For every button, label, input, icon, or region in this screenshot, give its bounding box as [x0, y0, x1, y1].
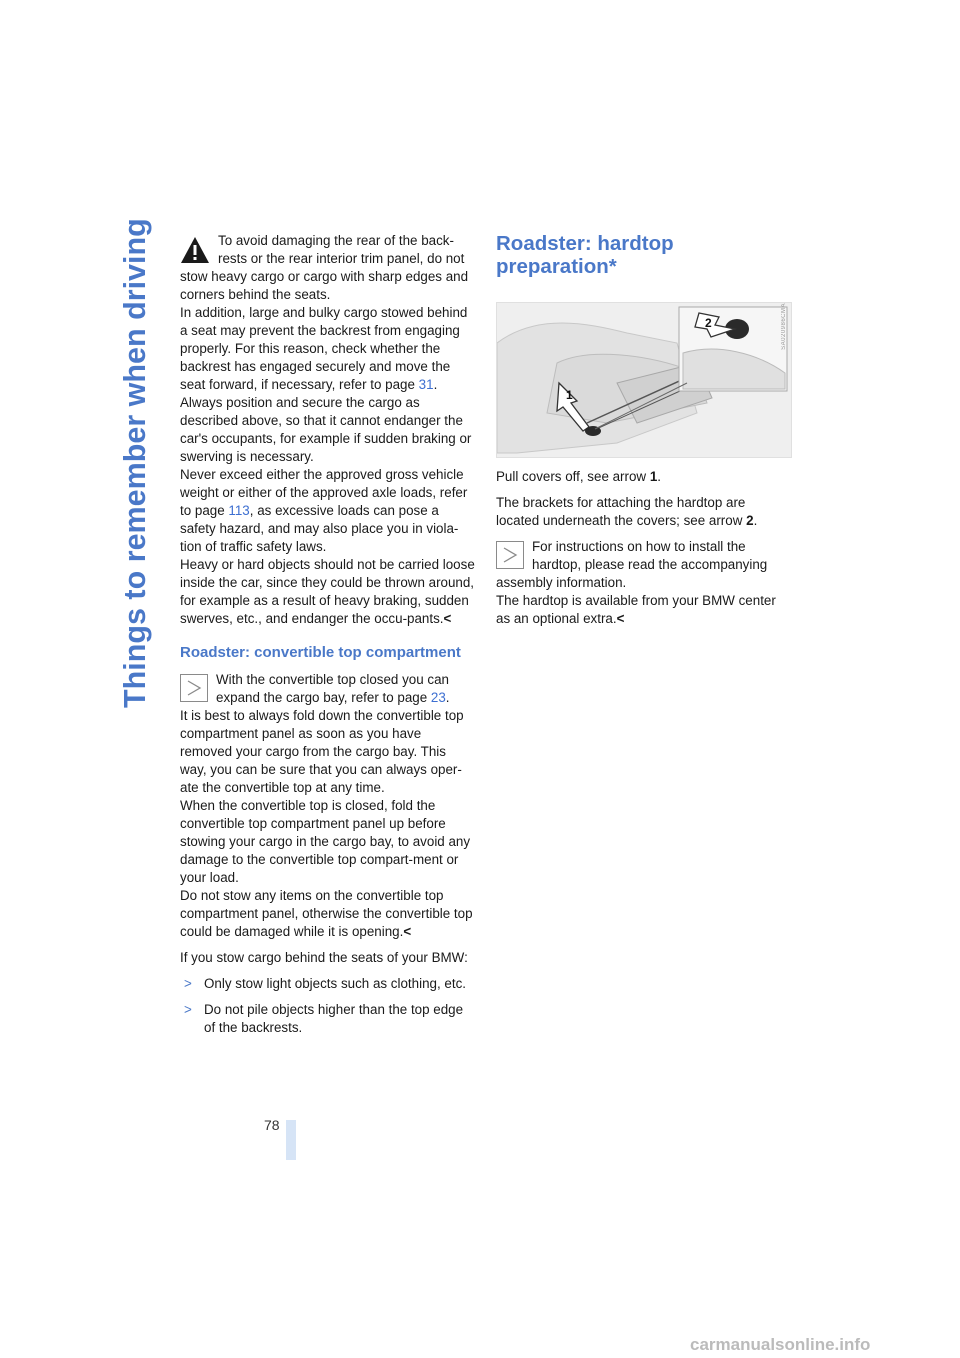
page-link-31[interactable]: 31 [418, 377, 434, 392]
hardtop-illustration [497, 303, 791, 457]
hardtop-note-text-2: The hardtop is available from your BMW center as an optional extra. [496, 593, 776, 626]
warning-paragraph-4: Never exceed either the approved gross vehicle weight or either of the approved axle loads, refer to page [180, 467, 468, 518]
watermark: carmanualsonline.info [690, 1335, 871, 1354]
note-arrow-icon [496, 541, 524, 569]
end-mark: < [403, 924, 412, 939]
bullet-text: Do not pile objects higher than the top edge of the backrests. [204, 1002, 464, 1035]
warning-triangle-icon [180, 235, 210, 265]
section-heading-hardtop: Roadster: hardtop preparation* [496, 232, 674, 278]
instruction-text: Pull covers off, see arrow [496, 469, 650, 484]
hardtop-note-text-1: For instructions on how to install the hardtop, please read the accompanying assembly information. [496, 539, 768, 590]
bullet-marker: > [184, 1002, 192, 1017]
note-text-1: With the convertible top closed you can expand the cargo bay, refer to page [216, 672, 449, 705]
figure-code: SA020986CMA [781, 303, 787, 350]
warning-paragraph-5: Heavy or hard objects should not be carried loose inside the car, since they could be thrown around, for example as a result of heavy braking, sudden swerves, etc., and endanger the occu-pants. [180, 557, 475, 626]
page-number: 78 [264, 1117, 280, 1133]
bullet-marker: > [184, 976, 192, 991]
instruction-text: The brackets for attaching the hardtop are located underneath the covers; see arrow [496, 495, 747, 528]
side-chapter-title-container [116, 218, 156, 708]
end-mark: < [616, 611, 625, 626]
page-number-bar [286, 1120, 296, 1160]
page-link-113[interactable]: 113 [228, 503, 250, 518]
side-chapter-title: Things to remember when driving [118, 218, 152, 708]
right-column [496, 232, 792, 636]
warning-paragraph-2: In addition, large and bulky cargo stowed behind a seat may prevent the backrest from engaging properly. For this reason, check whether the backrest has engaged securely and move the seat forward, if necessary, refer to page [180, 305, 468, 392]
bullet-text: Only stow light objects such as clothing, etc. [204, 976, 466, 991]
note-paragraph-3: When the convertible top is closed, fold the convertible top compartment panel up before stowing your cargo in the cargo bay, to avoid any damage to the convertible top compart-ment or your load. [180, 798, 471, 885]
instruction-brackets [496, 494, 792, 530]
hardtop-figure [496, 302, 792, 458]
left-column [180, 232, 475, 1045]
instruction-end: . [753, 513, 758, 528]
note-arrow-icon [180, 674, 208, 702]
page-link-23[interactable]: 23 [430, 690, 446, 705]
hardtop-note-block [496, 538, 792, 628]
warning-line-2: rests or the rear interior trim panel, do not stow heavy cargo or cargo with sharp edges and corners behind the seats. [180, 251, 469, 302]
figure-label-2: 2 [705, 316, 712, 330]
note-paragraph-4: Do not stow any items on the convertible top compartment panel, otherwise the convertible top could be damaged while it is opening. [180, 888, 473, 939]
note-block [180, 671, 475, 941]
subheading-convertible-top: Roadster: convertible top compartment [180, 644, 461, 661]
list-item [180, 975, 475, 993]
note-text-1-end: . [445, 690, 450, 705]
arrow-ref-2: 2 [746, 513, 754, 528]
arrow-ref-1: 1 [649, 469, 658, 484]
warning-paragraph-4-end: , as excessive loads can pose a safety hazard, and may also place you in viola-tion of traffic safety laws. [180, 503, 459, 554]
warning-line-1: To avoid damaging the rear of the back- [218, 233, 454, 248]
stow-intro: If you stow cargo behind the seats of your BMW: [180, 950, 468, 965]
note-paragraph-2: It is best to always fold down the convertible top compartment panel as soon as you have removed your cargo from the cargo bay. This way, you can be sure that you can always oper-ate the convertible top at any time. [180, 708, 464, 795]
figure-label-1: 1 [566, 388, 573, 402]
end-mark: < [443, 611, 452, 626]
warning-p2-end: . [433, 377, 438, 392]
instruction-end: . [657, 469, 661, 484]
list-item [180, 1001, 475, 1037]
warning-block [180, 232, 475, 628]
instruction-pull-covers [496, 468, 792, 486]
bullet-list [180, 975, 475, 1037]
warning-paragraph-3: Always position and secure the cargo as described above, so that it cannot endanger the car's occupants, for example if sudden braking or swerving is necessary. [180, 395, 472, 464]
